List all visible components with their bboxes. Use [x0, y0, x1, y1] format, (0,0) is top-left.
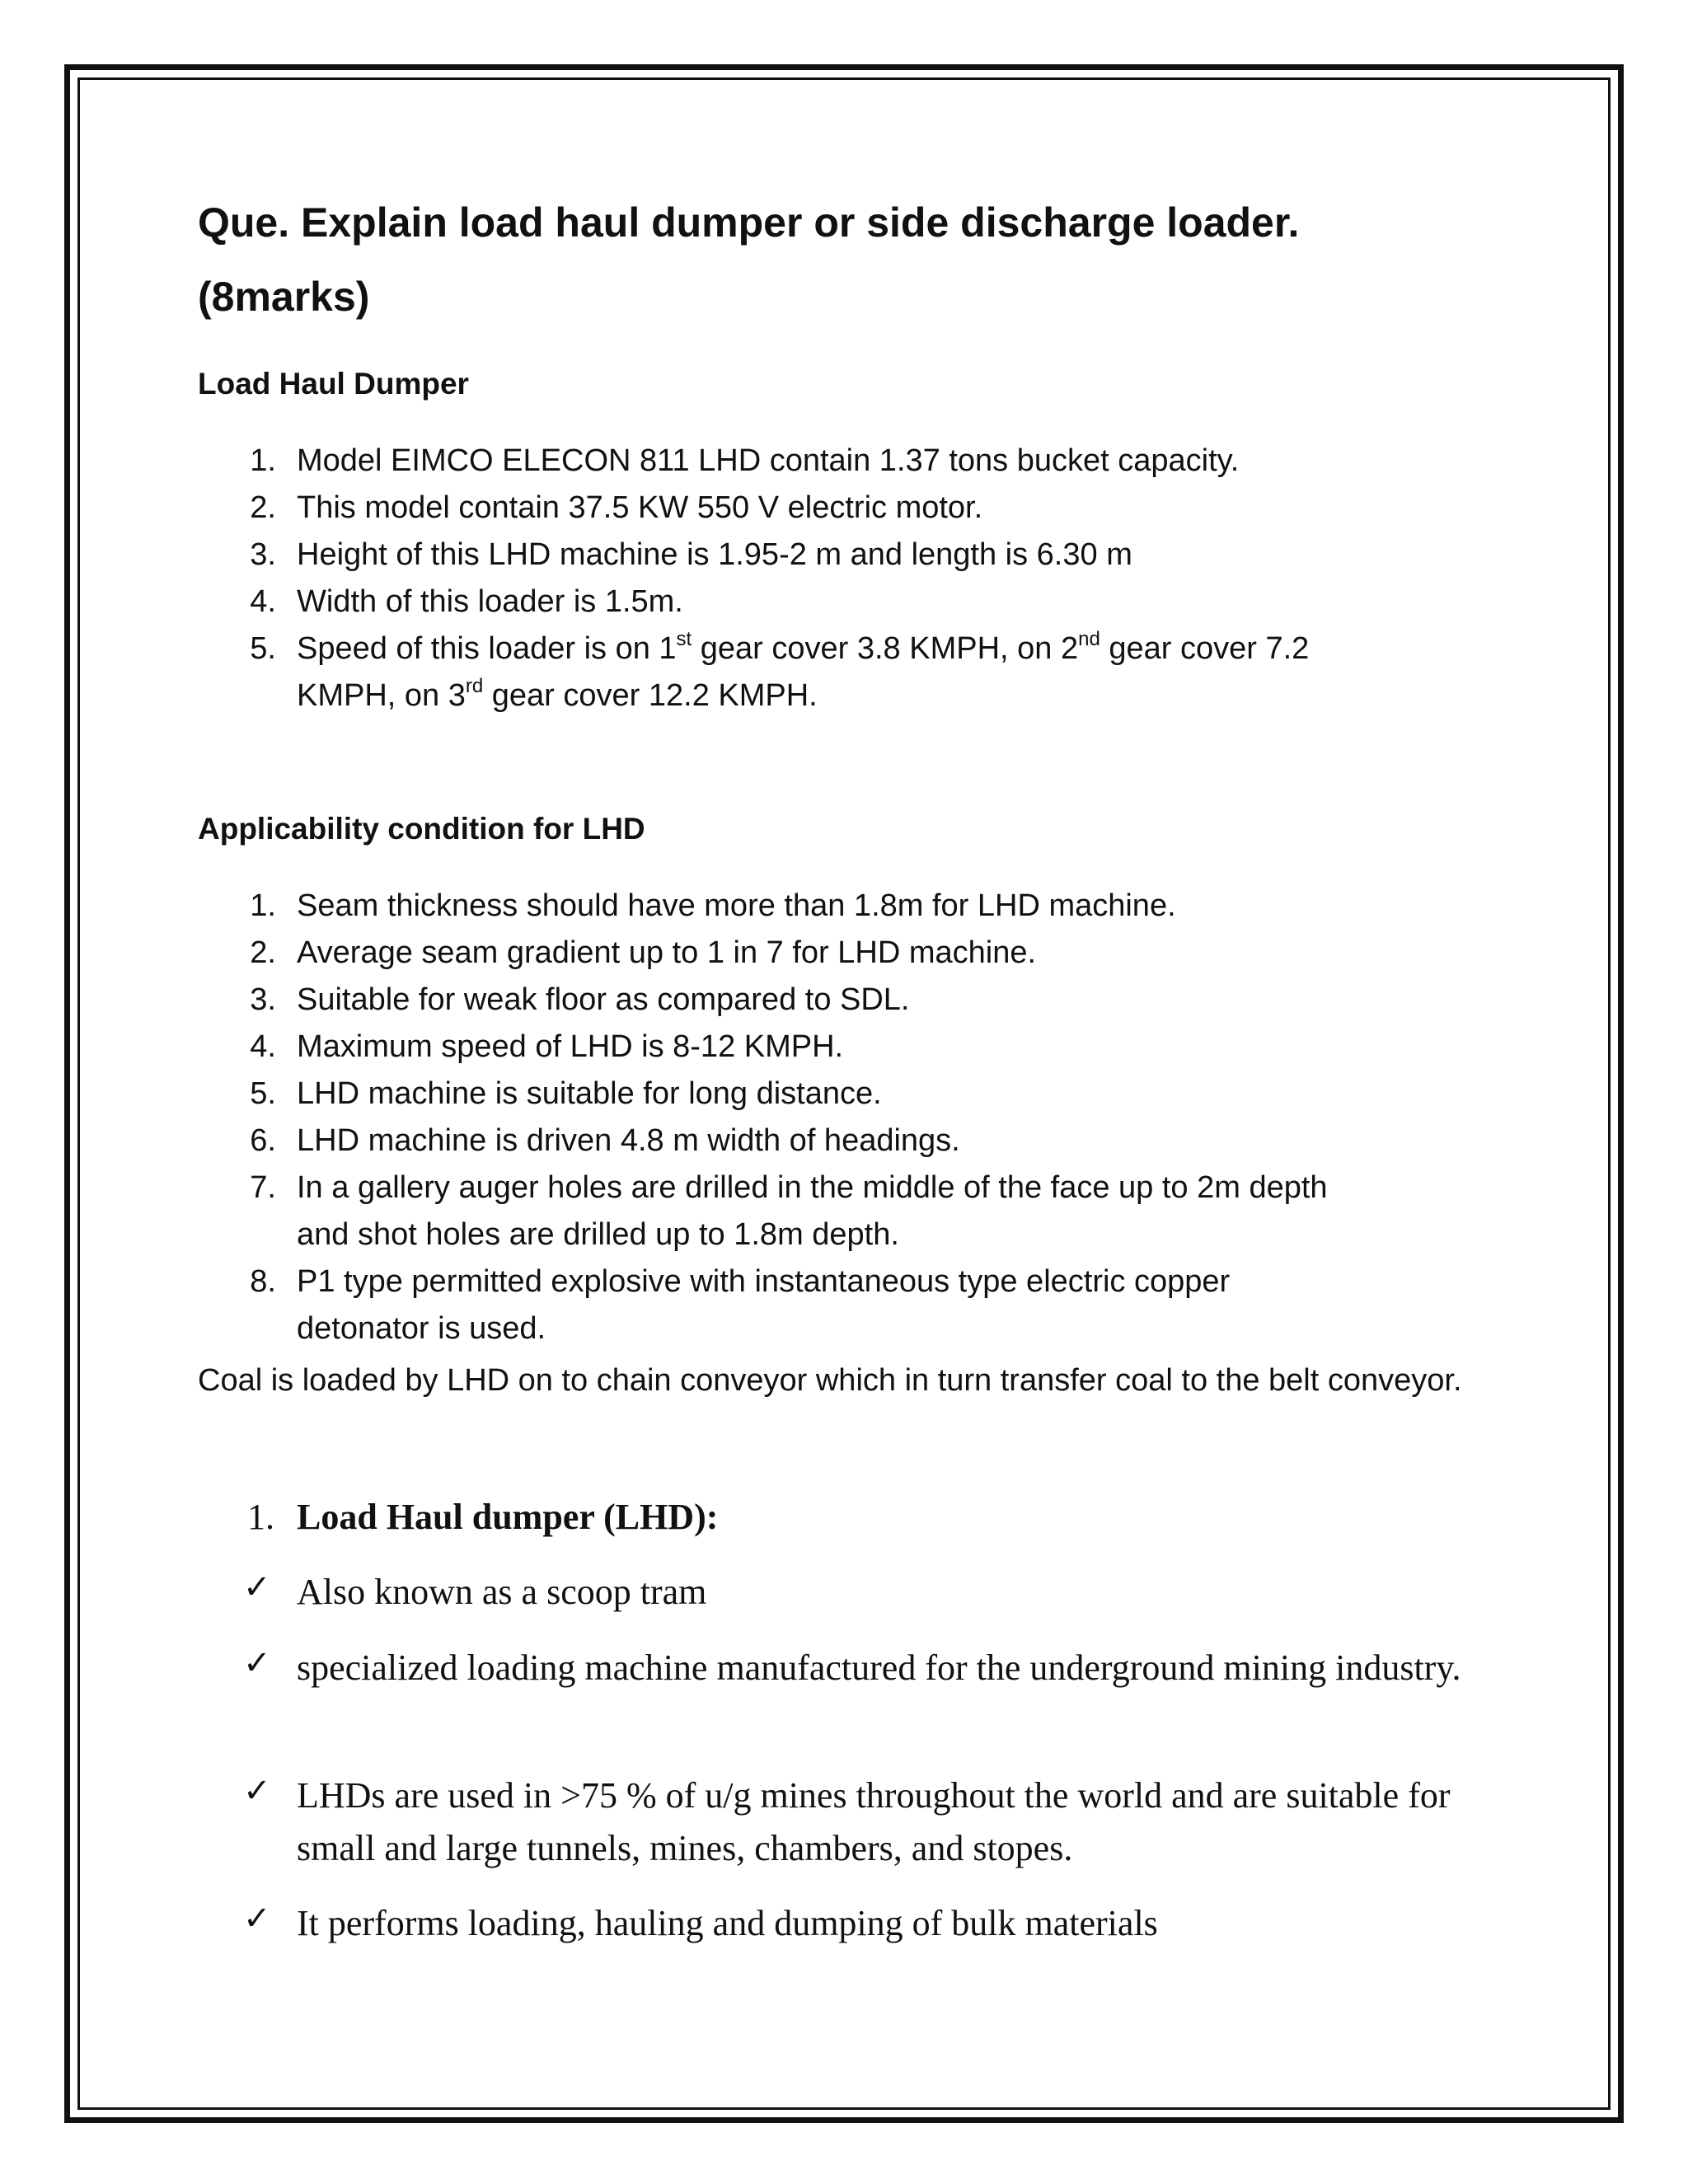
bullet-text: Also known as a scoop tram [297, 1572, 707, 1612]
list-number: 6. [250, 1123, 276, 1158]
list-text: LHD machine is driven 4.8 m width of headings. [297, 1123, 960, 1158]
check-icon: ✓ [243, 1772, 271, 1809]
list-text: Speed of this loader is on 1st gear cover 3.8 KMPH, on 2nd gear cover 7.2 [297, 628, 1310, 666]
list-text: Seam thickness should have more than 1.8m for LHD machine. [297, 888, 1176, 923]
list-text: Average seam gradient up to 1 in 7 for LHD machine. [297, 935, 1037, 970]
check-icon: ✓ [243, 1568, 271, 1605]
list-text: Suitable for weak floor as compared to SDL. [297, 982, 910, 1017]
list-item [198, 1642, 1488, 1757]
question-title-line2: (8marks) [198, 274, 370, 320]
list-text: In a gallery auger holes are drilled in the middle of the face up to 2m depth [297, 1170, 1328, 1205]
bullet-text: It performs loading, hauling and dumping of bulk materials [297, 1903, 1158, 1943]
section-heading-load-haul-dumper: Load Haul Dumper [198, 367, 469, 401]
bullet-text: specialized loading machine manufactured for the underground mining industry. [297, 1647, 1461, 1688]
list-number: 1. [250, 888, 276, 923]
question-title-line1: Que. Explain load haul dumper or side discharge loader. [198, 199, 1300, 246]
list-number: 1. [250, 443, 276, 478]
paragraph-coal-loading: Coal is loaded by LHD on to chain conveyor which in turn transfer coal to the belt conveyor. [198, 1363, 1462, 1398]
list-number: 8. [250, 1264, 276, 1299]
list-text: KMPH, on 3rd gear cover 12.2 KMPH. [297, 675, 818, 713]
list-number: 7. [250, 1170, 276, 1205]
list-text: LHD machine is suitable for long distance. [297, 1076, 882, 1111]
list-item [198, 1897, 1488, 1955]
list-number: 2. [250, 490, 276, 525]
list-number: 1. [247, 1497, 274, 1537]
list-text: Width of this loader is 1.5m. [297, 584, 683, 619]
list-text: and shot holes are drilled up to 1.8m depth. [297, 1217, 899, 1252]
list-text: Height of this LHD machine is 1.95-2 m and length is 6.30 m [297, 537, 1132, 572]
list-text: detonator is used. [297, 1311, 546, 1346]
lhd-heading-text: Load Haul dumper (LHD): [297, 1497, 719, 1537]
list-number: 3. [250, 537, 276, 572]
list-number: 5. [250, 1076, 276, 1111]
list-number: 2. [250, 935, 276, 970]
list-text: Maximum speed of LHD is 8-12 KMPH. [297, 1029, 844, 1064]
list-number: 4. [250, 1029, 276, 1064]
list-number: 4. [250, 584, 276, 619]
bullet-text: LHDs are used in >75 % of u/g mines throughout the world and are suitable for small and large tunnels, mines, chambers, and stopes. [297, 1775, 1451, 1868]
list-item [198, 1566, 1488, 1624]
section-heading-applicability: Applicability condition for LHD [198, 812, 645, 846]
check-icon: ✓ [243, 1644, 271, 1681]
list-text: P1 type permitted explosive with instantaneous type electric copper [297, 1264, 1231, 1299]
list-number: 3. [250, 982, 276, 1017]
list-text: Model EIMCO ELECON 811 LHD contain 1.37 tons bucket capacity. [297, 443, 1240, 478]
check-icon: ✓ [243, 1900, 271, 1937]
list-text: This model contain 37.5 KW 550 V electric motor. [297, 490, 983, 525]
list-number: 5. [250, 631, 276, 666]
list-item [198, 1769, 1488, 1885]
